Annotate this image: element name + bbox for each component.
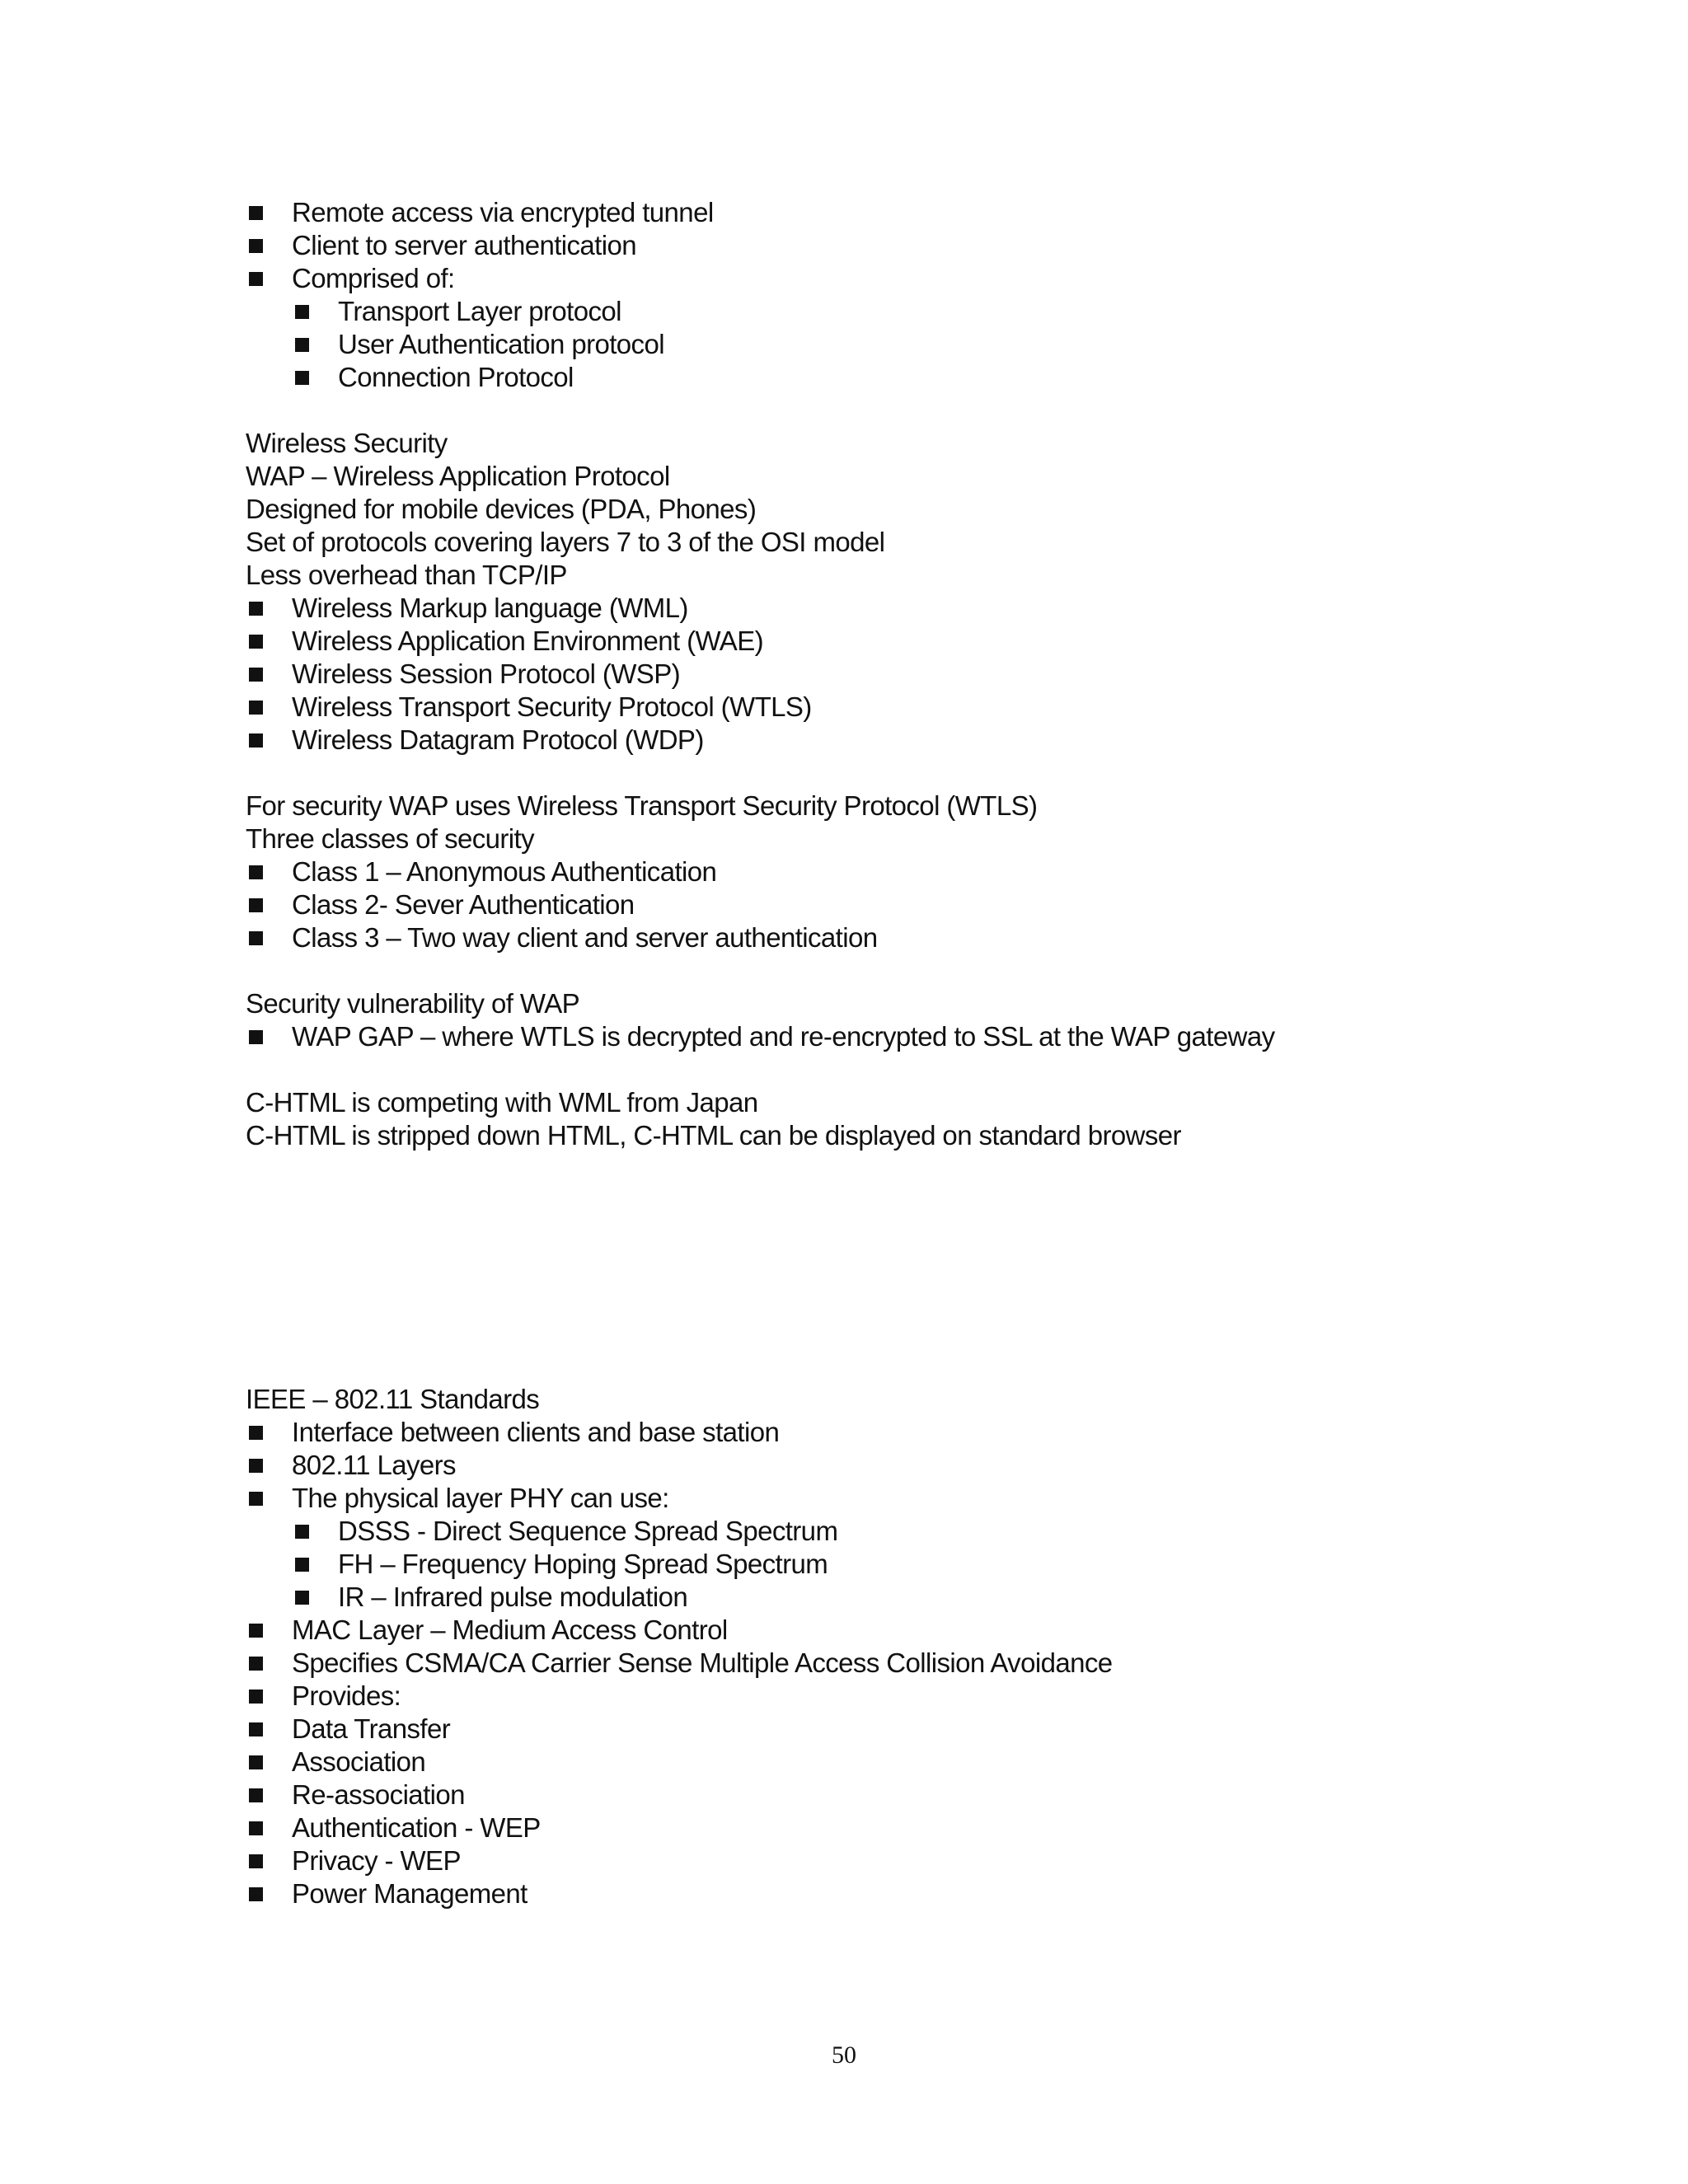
- bullet-icon: [249, 1657, 263, 1671]
- bullet-icon: [295, 1525, 309, 1539]
- text-line: For security WAP uses Wireless Transport Security Protocol (WTLS): [246, 790, 1038, 821]
- bullet-icon: [249, 898, 263, 912]
- bullet-icon: [295, 1591, 309, 1605]
- bullet-icon: [295, 338, 309, 352]
- bullet-icon: [249, 1624, 263, 1638]
- list-item: Wireless Datagram Protocol (WDP): [292, 724, 704, 755]
- bullet-icon: [249, 1426, 263, 1440]
- bullet-icon: [249, 931, 263, 945]
- bullet-icon: [249, 668, 263, 682]
- bullet-icon: [295, 371, 309, 385]
- section-heading: IEEE – 802.11 Standards: [246, 1384, 540, 1414]
- list-item: The physical layer PHY can use:: [292, 1483, 669, 1513]
- text-line: Set of protocols covering layers 7 to 3 of the OSI model: [246, 527, 885, 557]
- bullet-icon: [249, 1722, 263, 1736]
- bullet-icon: [249, 1030, 263, 1044]
- bullet-icon: [249, 865, 263, 879]
- bullet-icon: [249, 733, 263, 748]
- list-item: Power Management: [292, 1878, 528, 1909]
- page-number: 50: [832, 2041, 856, 2069]
- sub-list-item: Transport Layer protocol: [338, 296, 621, 326]
- list-item: Class 2- Sever Authentication: [292, 889, 635, 920]
- sub-list-item: DSSS - Direct Sequence Spread Spectrum: [338, 1516, 838, 1546]
- bullet-icon: [249, 206, 263, 220]
- bullet-icon: [249, 1492, 263, 1506]
- list-item: Re-association: [292, 1779, 465, 1810]
- bullet-icon: [249, 1821, 263, 1835]
- sub-list-item: Connection Protocol: [338, 362, 574, 392]
- bullet-icon: [249, 1788, 263, 1802]
- list-item: Data Transfer: [292, 1713, 451, 1744]
- text-line: C-HTML is stripped down HTML, C-HTML can be displayed on standard browser: [246, 1120, 1181, 1151]
- list-item: Provides:: [292, 1680, 401, 1711]
- bullet-icon: [249, 602, 263, 616]
- sub-list-item: IR – Infrared pulse modulation: [338, 1582, 688, 1612]
- list-item: Class 3 – Two way client and server authentication: [292, 922, 878, 953]
- bullet-icon: [249, 1887, 263, 1901]
- list-item: MAC Layer – Medium Access Control: [292, 1615, 728, 1645]
- sub-list-item: User Authentication protocol: [338, 329, 664, 359]
- list-item: Wireless Markup language (WML): [292, 593, 688, 623]
- section-heading: Security vulnerability of WAP: [246, 988, 580, 1019]
- list-item: 802.11 Layers: [292, 1450, 456, 1480]
- sub-list-item: FH – Frequency Hoping Spread Spectrum: [338, 1549, 828, 1579]
- list-item: Association: [292, 1746, 426, 1777]
- bullet-icon: [249, 1690, 263, 1704]
- list-item: Authentication - WEP: [292, 1812, 541, 1843]
- bullet-icon: [249, 1755, 263, 1769]
- bullet-icon: [249, 272, 263, 286]
- list-item: Wireless Application Environment (WAE): [292, 626, 764, 656]
- bullet-icon: [249, 239, 263, 253]
- list-item: Comprised of:: [292, 263, 455, 293]
- list-item: Class 1 – Anonymous Authentication: [292, 856, 717, 887]
- text-line: Designed for mobile devices (PDA, Phones): [246, 494, 757, 524]
- text-line: Three classes of security: [246, 823, 534, 854]
- list-item: Interface between clients and base station: [292, 1417, 780, 1447]
- bullet-icon: [295, 1558, 309, 1572]
- list-item: Client to server authentication: [292, 230, 636, 260]
- list-item: Wireless Session Protocol (WSP): [292, 658, 681, 689]
- list-item: Specifies CSMA/CA Carrier Sense Multiple Access Collision Avoidance: [292, 1647, 1113, 1678]
- list-item: Privacy - WEP: [292, 1845, 461, 1876]
- list-item: Remote access via encrypted tunnel: [292, 197, 714, 227]
- list-item: WAP GAP – where WTLS is decrypted and re-encrypted to SSL at the WAP gateway: [292, 1021, 1275, 1052]
- bullet-icon: [249, 635, 263, 649]
- text-line: WAP – Wireless Application Protocol: [246, 461, 670, 491]
- bullet-icon: [249, 1854, 263, 1868]
- section-heading: Wireless Security: [246, 428, 448, 458]
- text-line: C-HTML is competing with WML from Japan: [246, 1087, 758, 1118]
- list-item: Wireless Transport Security Protocol (WTLS): [292, 691, 812, 722]
- bullet-icon: [295, 305, 309, 319]
- bullet-icon: [249, 1459, 263, 1473]
- bullet-icon: [249, 701, 263, 715]
- text-line: Less overhead than TCP/IP: [246, 560, 567, 590]
